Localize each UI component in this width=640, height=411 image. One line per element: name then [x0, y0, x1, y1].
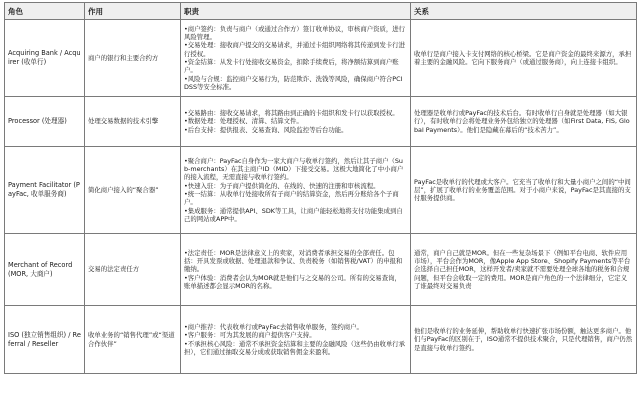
duties-cell [181, 97, 411, 147]
function-cell: 简化商户接入的“聚合器” [85, 147, 181, 234]
role-cell: Payment Facilitator (PayFac, 收单服务商) [5, 147, 85, 234]
table-row [5, 306, 637, 374]
duty-item: •集成服务：通常提供API、SDK等工具，让商户能轻松地将支付功能集成到自己的网站或APP中。 [184, 206, 403, 223]
function-cell: 收单业务的“销售代理”或“渠道合作伙伴” [85, 306, 181, 374]
duty-item: •快速入驻：为子商户提供简化的、在线的、快速的注册和审核流程。 [184, 181, 380, 190]
roles-table [4, 2, 637, 374]
duty-item: •后台支持：提供报表、交易查询、风险监控等后台功能。 [184, 125, 348, 134]
duty-item: •客户服务：可为其发展的商户提供客户支持。 [184, 331, 316, 340]
duty-item: •资金结算：从发卡行处接收交易资金，扣除手续费后，将净额结算到商户账户。 [184, 58, 399, 75]
table-row [5, 20, 637, 97]
header-role: 角色 [5, 3, 85, 20]
duties-cell [181, 147, 411, 234]
duty-item: •商户签约：负责与商户（或通过合作方）签订收单协议，审核商户资质，进行风险管理。 [184, 24, 406, 42]
duty-item: •聚合商户：PayFac自身作为一家大商户与收单行签约，然后让其子商户（Sub-merchants）在其主商户ID（MID）下接受交易。这极大地简化了中小商户的接入流程，无需直接与收单行签约。 [184, 156, 404, 182]
relations-cell: 处理器是收单行或PayFac的技术后台。有时收单行自身就是处理器（如大银行），有时收单行会将处理业务外包给独立的处理器（如First Data, FIS, Global Payments）。他们是隐藏在幕后的“技术苦力”。 [411, 97, 637, 147]
table-row [5, 234, 637, 306]
relations-cell: 他们是收单行的业务延伸，帮助收单行快速扩张市场份额，触达更多商户。他们与PayFac的区别在于，ISO通常不提供技术聚合，只是代理销售，商户仍然是直接与收单行签约。 [411, 306, 637, 374]
duty-item: •数据处理：处理授权、清算、结算文件。 [184, 117, 303, 126]
role-cell: Acquiring Bank / Acquirer (收单行) [5, 20, 85, 97]
duty-item: •交易路由：接收交易请求，将其路由到正确的卡组织和发卡行以获取授权。 [184, 109, 399, 117]
duties-cell [181, 20, 411, 97]
relations-cell: 收单行是商户接入卡支付网络的核心桥梁。它是商户资金的最终来源方，承担着主要的金融风险。它向下服务商户（或通过服务商），向上连接卡组织。 [411, 20, 637, 97]
function-cell: 商户的银行和主要合约方 [85, 20, 181, 97]
duties-cell [181, 306, 411, 374]
header-duties: 职责 [181, 3, 411, 20]
relations-cell: 通常，商户自己就是MOR。但在一些复杂场景下（例如平台电商、软件应用市场），平台会作为MOR，像Apple App Store、Shopify Payments等平台会选择自己担任MOR，这样开发者/卖家就不需要处理全球各地的税务和合规问题，但平台会收取一定的费用。MOR是商户角色的一个法律细分，它定义了谁最终对交易负责 [411, 234, 637, 306]
role-cell: Merchant of Record (MOR, 大商户) [5, 234, 85, 306]
table-row [5, 147, 637, 234]
function-cell: 交易的法定责任方 [85, 234, 181, 306]
duties-cell [181, 234, 411, 306]
role-cell: ISO (独立销售组织) / Referral / Reseller [5, 306, 85, 374]
header-relations: 关系 [411, 3, 637, 20]
duty-item: •商户推荐：代表收单行或PayFac去销售收单服务，签约商户。 [184, 322, 363, 331]
duty-item: •统一结算：从收单行处接收所有子商户的结算资金，然后再分账给各个子商户。 [184, 190, 399, 207]
role-cell: Processor (处理器) [5, 97, 85, 147]
header-function: 作用 [85, 3, 181, 20]
duty-item: •交易处理：接收商户提交的交易请求，并通过卡组织网络将其传递到发卡行进行授权。 [184, 41, 406, 58]
duty-item: •客户体验：消费者会认为MOR就是他们与之交易的公司。所有的交易查询，账单描述都会显示MOR的名称。 [184, 273, 401, 290]
table-header-row [5, 3, 637, 20]
table-row [5, 97, 637, 147]
duty-item: •不承担核心风险：通常不承担资金结算和主要的金融风险（这些仍由收单行承担），它们通过抽取交易分成或获取销售佣金来盈利。 [184, 339, 406, 356]
function-cell: 处理交易数据的技术引擎 [85, 97, 181, 147]
relations-cell: PayFac是收单行的代理或大客户。它充当了收单行和大量小商户之间的“中间层”，扩展了收单行的业务覆盖范围。对于小商户来说，PayFac是其直接的支付服务提供商。 [411, 147, 637, 234]
duty-item: •法定责任：MOR是法律意义上的卖家，对消费者承担交易的全部责任。包括：开具发票或收据、处理退款和争议、负责税务（如销售税/VAT）的申报和缴纳。 [184, 248, 403, 274]
duty-item: •风险与合规：监控商户交易行为，防范欺诈、洗钱等风险，确保商户符合PCI DSS等安全标准。 [184, 74, 403, 91]
